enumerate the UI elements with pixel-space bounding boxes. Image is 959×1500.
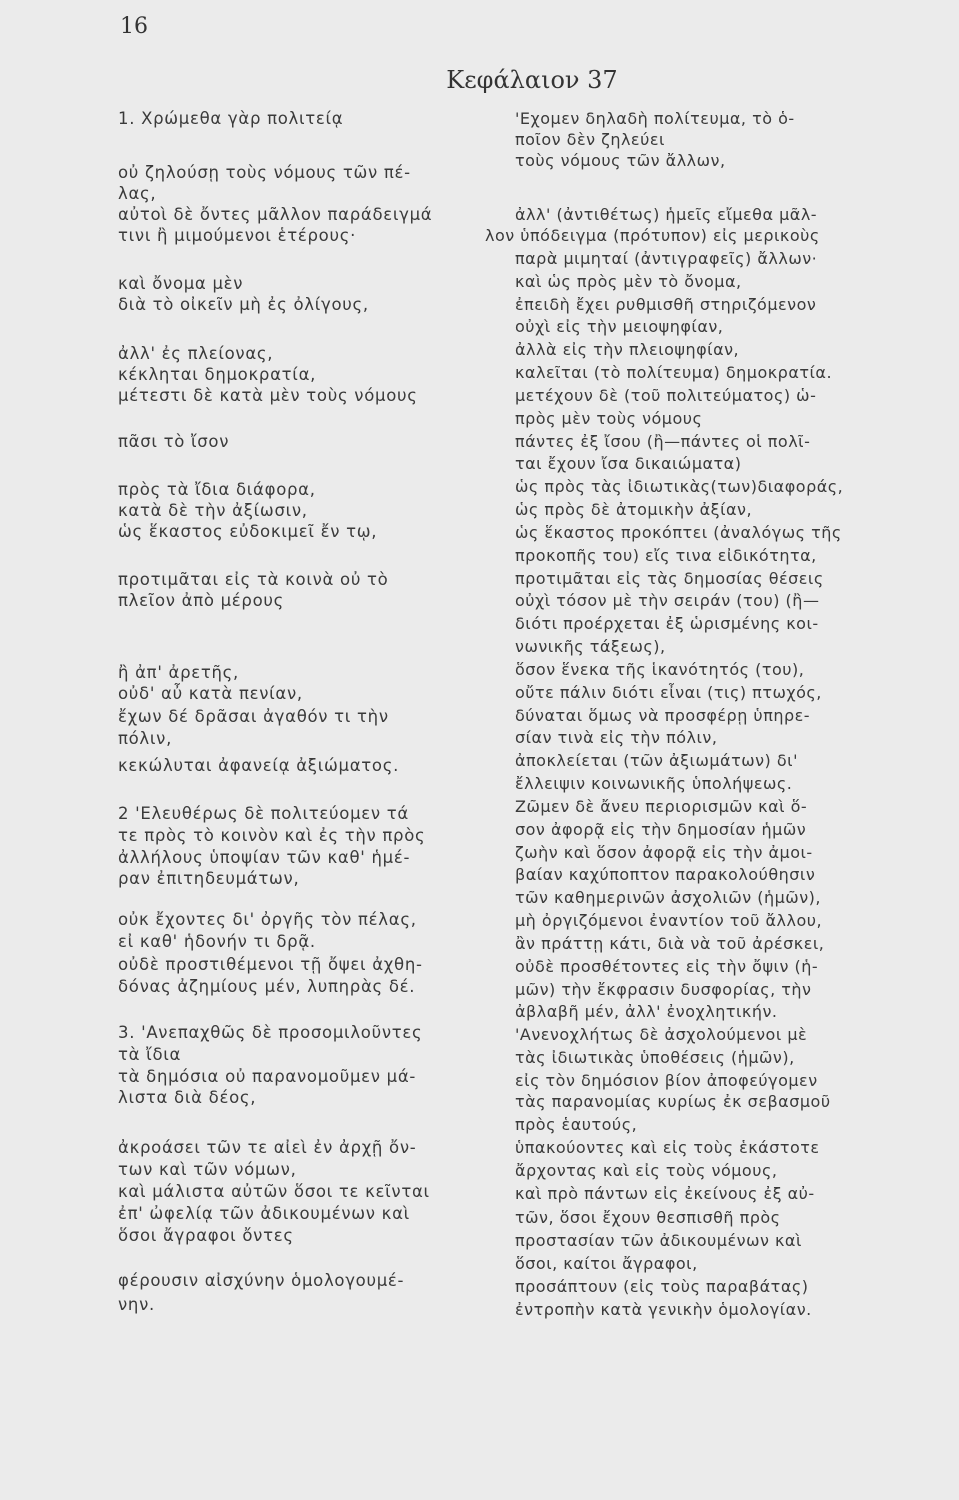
text-line: προσάπτουν (εἰς τοὺς παραβάτας) — [515, 1277, 809, 1296]
text-line: 1. Χρώμεθα γὰρ πολιτείᾳ — [118, 109, 344, 128]
text-line: λιστα διὰ δέος, — [118, 1088, 257, 1107]
text-line: προκοπῆς του) εἴς τινα εἰδικότητα, — [515, 546, 817, 565]
chapter-title: Κεφάλαιον 37 — [446, 66, 618, 94]
text-line: ὅσοι ἄγραφοι ὄντες — [118, 1226, 294, 1245]
text-line: πρὸς τὰ ἴδια διάφορα, — [118, 480, 316, 499]
text-line: ἂν πράττῃ κάτι, διὰ νὰ τοῦ ἀρέσκει, — [515, 934, 825, 953]
text-line: Ζῶμεν δὲ ἄνευ περιορισμῶν καὶ ὅ- — [515, 797, 808, 816]
text-line: ἔχων δέ δρᾶσαι ἀγαθόν τι τὴν — [118, 707, 389, 726]
text-line: ἀκροάσει τῶν τε αἰεὶ ἐν ἀρχῇ ὄν- — [118, 1138, 417, 1157]
text-line: τὰ δημόσια οὐ παρανομοῦμεν μά- — [118, 1067, 417, 1086]
text-line: ὡς ἕκαστος εὐδοκιμεῖ ἔν τῳ, — [118, 522, 378, 541]
text-line: κατὰ δὲ τὴν ἀξίωσιν, — [118, 501, 308, 520]
text-line: οὐ ζηλούσῃ τοὺς νόμους τῶν πέ- — [118, 163, 411, 182]
text-line: ὡς ἕκαστος προκόπτει (ἀναλόγως τῆς — [515, 523, 842, 542]
text-line: οὔτε πάλιν διότι εἶναι (τις) πτωχός, — [515, 683, 822, 702]
text-line: οὐδὲ προσθέτοντες εἰς τὴν ὄψιν (ἡ- — [515, 957, 819, 976]
text-line: ζωὴν καὶ ὅσον ἀφορᾷ εἰς τὴν ἀμοι- — [515, 843, 813, 862]
text-line: πάντες ἐξ ἴσου (ἢ—πάντες οἱ πολῖ- — [515, 432, 811, 451]
text-line: λας, — [118, 184, 157, 203]
text-line: καὶ ὡς πρὸς μὲν τὸ ὄνομα, — [515, 272, 742, 291]
text-line: ἀβλαβῆ μέν, ἀλλ' ἐνοχλητικήν. — [515, 1002, 778, 1021]
text-line: ὑπακούοντες καὶ εἰς τοὺς ἑκάστοτε — [515, 1138, 820, 1157]
text-line: οὐδ' αὖ κατὰ πενίαν, — [118, 684, 303, 703]
text-line: μετέχουν δὲ (τοῦ πολιτεύματος) ὡ- — [515, 386, 817, 405]
text-line: τε πρὸς τὸ κοινὸν καὶ ἐς τὴν πρὸς — [118, 826, 426, 845]
text-line: τὰ ἴδια — [118, 1045, 182, 1064]
text-line: ἀλλ' (ἀντιθέτως) ἡμεῖς εἴμεθα μᾶλ- — [515, 205, 818, 224]
text-line: τὰς ἰδιωτικὰς ὑποθέσεις (ἡμῶν), — [515, 1048, 795, 1067]
text-line: καὶ μάλιστα αὐτῶν ὅσοι τε κεῖνται — [118, 1182, 430, 1201]
text-line: προτιμᾶται εἰς τὰ κοινὰ οὐ τὸ — [118, 570, 389, 589]
text-line: 'Εχομεν δηλαδὴ πολίτευμα, τὸ ὁ- — [515, 109, 795, 128]
text-line: οὐχὶ εἰς τὴν μειοψηφίαν, — [515, 317, 724, 336]
text-line: 3. 'Ανεπαχθῶς δὲ προσομιλοῦντες — [118, 1023, 423, 1042]
text-line: νωνικῆς τάξεως), — [515, 637, 666, 656]
text-line: μέτεστι δὲ κατὰ μὲν τοὺς νόμους — [118, 386, 418, 405]
text-line: 2 'Ελευθέρως δὲ πολιτεύομεν τά — [118, 804, 409, 823]
page-number: 16 — [120, 14, 148, 39]
text-line: προστασίαν τῶν ἀδικουμένων καὶ — [515, 1231, 802, 1250]
text-line: οὐδὲ προστιθέμενοι τῇ ὄψει ἀχθη- — [118, 955, 423, 974]
text-line: κέκληται δημοκρατία, — [118, 365, 317, 384]
text-line: εἰ καθ' ἡδονήν τι δρᾷ. — [118, 932, 316, 951]
text-line: ραν ἐπιτηδευμάτων, — [118, 869, 300, 888]
text-line: πόλιν, — [118, 729, 173, 748]
text-line: πρὸς ἑαυτούς, — [515, 1115, 638, 1134]
text-line: βαίαν καχύποπτον παρακολούθησιν — [515, 865, 816, 884]
text-line: παρὰ μιμηταί (ἀντιγραφεῖς) ἄλλων· — [515, 249, 818, 268]
text-line: ἀποκλείεται (τῶν ἀξιωμάτων) δι' — [515, 751, 798, 770]
text-line: κεκώλυται ἀφανείᾳ ἀξιώματος. — [118, 756, 400, 775]
text-line: δόνας ἀζημίους μέν, λυπηρὰς δέ. — [118, 977, 416, 996]
text-line: μὴ ὀργιζόμενοι ἐναντίον τοῦ ἄλλου, — [515, 911, 823, 930]
text-line: ὡς πρὸς τὰς ἰδιωτικὰς(των)διαφοράς, — [515, 477, 844, 496]
text-line: ἀλλὰ εἰς τὴν πλειοψηφίαν, — [515, 340, 740, 359]
text-line: καὶ πρὸ πάντων εἰς ἐκείνους ἐξ αὐ- — [515, 1184, 815, 1203]
text-line: σίαν τινὰ εἰς τὴν πόλιν, — [515, 728, 718, 747]
text-line: ὅσον ἕνεκα τῆς ἱκανότητός (του), — [515, 660, 805, 679]
text-line: ται ἔχουν ἴσα δικαιώματα) — [515, 454, 742, 473]
text-line: οὐχὶ τόσον μὲ τὴν σειράν (του) (ἢ— — [515, 591, 820, 610]
text-line: 'Ανενοχλήτως δὲ ἀσχολούμενοι μὲ — [515, 1025, 808, 1044]
text-line: πλεῖον ἀπὸ μέρους — [118, 591, 285, 610]
text-line: λον ὑπόδειγμα (πρότυπον) εἰς μερικοὺς — [485, 226, 820, 245]
text-line: νην. — [118, 1295, 155, 1314]
text-line: σον ἀφορᾷ εἰς τὴν δημοσίαν ἡμῶν — [515, 820, 807, 839]
text-line: τοὺς νόμους τῶν ἄλλων, — [515, 151, 726, 170]
text-line: ἀλλήλους ὑποψίαν τῶν καθ' ἡμέ- — [118, 848, 411, 867]
text-line: προτιμᾶται εἰς τὰς δημοσίας θέσεις — [515, 569, 824, 588]
text-line: ὅσοι, καίτοι ἄγραφοι, — [515, 1254, 698, 1273]
text-line: ἐπ' ὠφελίᾳ τῶν ἀδικουμένων καὶ — [118, 1204, 410, 1223]
text-line: ἄρχοντας καὶ εἰς τοὺς νόμους, — [515, 1161, 778, 1180]
text-line: ἀλλ' ἐς πλείονας, — [118, 344, 274, 363]
text-line: ὡς πρὸς δὲ ἀτομικὴν ἀξίαν, — [515, 500, 753, 519]
text-line: τῶν, ὅσοι ἔχουν θεσπισθῆ πρὸς — [515, 1208, 781, 1227]
text-line: τὰς παρανομίας κυρίως ἐκ σεβασμοῦ — [515, 1092, 831, 1111]
text-line: των καὶ τῶν νόμων, — [118, 1160, 297, 1179]
text-line: ἔλλειψιν κοινωνικῆς ὑπολήψεως. — [515, 774, 793, 793]
text-line: πρὸς μὲν τοὺς νόμους — [515, 409, 703, 428]
text-line: δύναται ὅμως νὰ προσφέρῃ ὑπηρε- — [515, 706, 811, 725]
text-line: φέρουσιν αἰσχύνην ὁμολογουμέ- — [118, 1271, 405, 1290]
text-line: ἐπειδὴ ἔχει ρυθμισθῆ στηριζόμενον — [515, 295, 817, 314]
text-line: ποῖον δὲν ζηλεύει — [515, 130, 665, 149]
text-line: ἢ ἀπ' ἀρετῆς, — [118, 663, 239, 682]
text-line: αὐτοὶ δὲ ὄντες μᾶλλον παράδειγμά — [118, 205, 433, 224]
text-line: καλεῖται (τὸ πολίτευμα) δημοκρατία. — [515, 363, 833, 382]
text-line: ἐντροπὴν κατὰ γενικὴν ὁμολογίαν. — [515, 1300, 812, 1319]
text-line: διὰ τὸ οἰκεῖν μὴ ἐς ὀλίγους, — [118, 295, 369, 314]
text-line: διότι προέρχεται ἐξ ὡρισμένης κοι- — [515, 614, 819, 633]
text-line: τινι ἢ μιμούμενοι ἑτέρους· — [118, 226, 357, 245]
text-line: καὶ ὄνομα μὲν — [118, 274, 244, 293]
text-line: οὐκ ἔχοντες δι' ὀργῆς τὸν πέλας, — [118, 910, 417, 929]
text-line: τῶν καθημερινῶν ἀσχολιῶν (ἡμῶν), — [515, 888, 821, 907]
text-line: πᾶσι τὸ ἴσον — [118, 432, 230, 451]
text-line: εἰς τὸν δημόσιον βίον ἀποφεύγομεν — [515, 1071, 818, 1090]
text-line: μῶν) τὴν ἔκφρασιν δυσφορίας, τὴν — [515, 980, 812, 999]
